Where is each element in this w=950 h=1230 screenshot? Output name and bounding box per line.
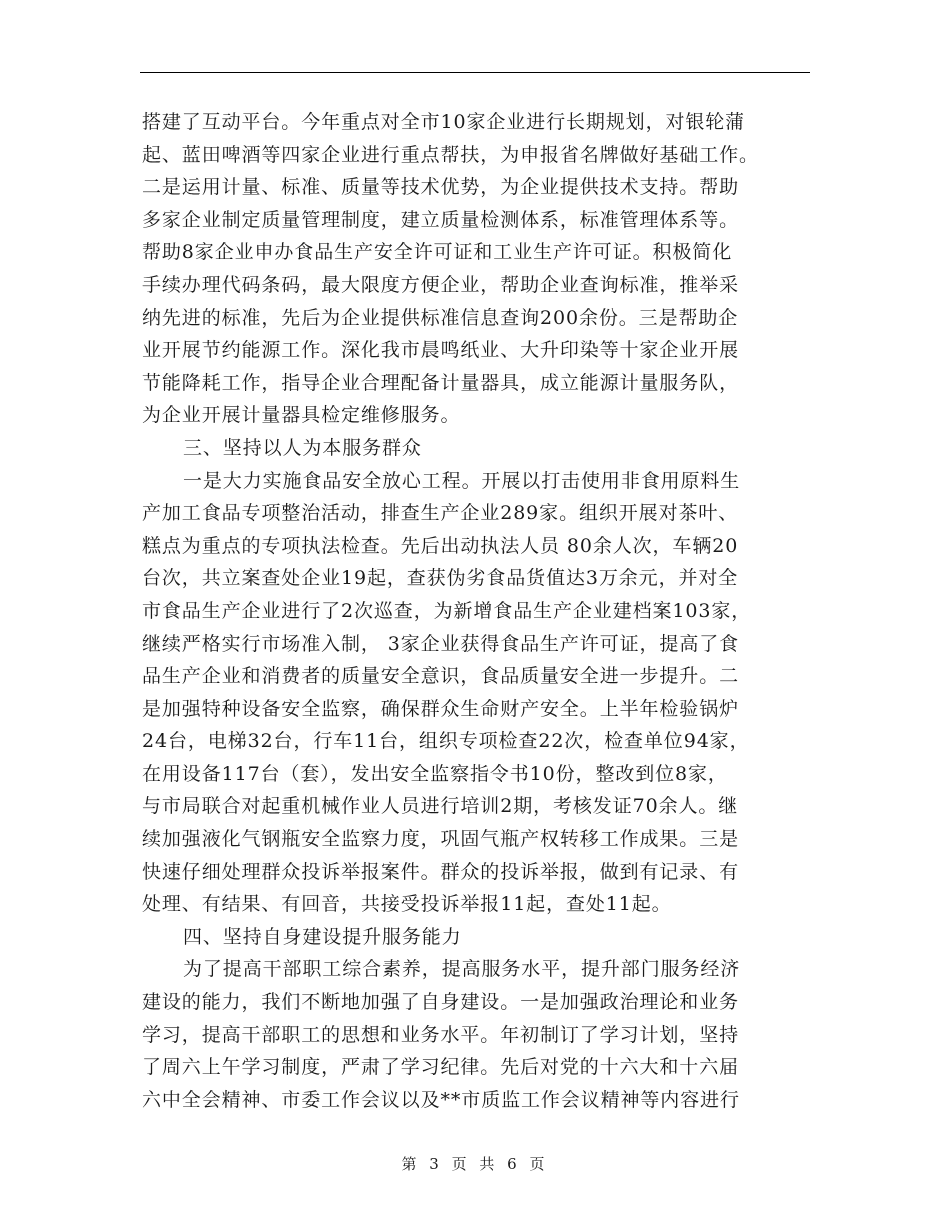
text-line: 处理、有结果、有回音，共接受投诉举报11起，查处11起。 xyxy=(142,893,672,916)
text-line: 搭建了互动平台。今年重点对全市10家企业进行长期规划，对银轮蒲 xyxy=(142,111,746,133)
text-line: 节能降耗工作，指导企业合理配备计量器具，成立能源计量服务队， xyxy=(142,371,740,394)
text-line: 了周六上午学习制度，严肃了学习纪律。先后对党的十六大和十六届 xyxy=(142,1056,740,1079)
text-line: 台次，共立案查处企业19起，查获伪劣食品货值达3万余元，并对全 xyxy=(142,567,739,590)
text-line: 建设的能力，我们不断地加强了自身建设。一是加强政治理论和业务 xyxy=(142,991,740,1014)
paragraph-start-line: 为了提高干部职工综合素养，提高服务水平，提升部门服务经济 xyxy=(183,958,741,981)
text-line: 纳先进的标准，先后为企业提供标准信息查询200余份。三是帮助企 xyxy=(142,306,739,329)
text-line: 在用设备117台（套），发出安全监察指令书10份，整改到位8家， xyxy=(142,762,728,785)
text-line: 市食品生产企业进行了2次巡查，为新增食品生产企业建档案103家， xyxy=(142,599,752,622)
text-line: 多家企业制定质量管理制度，建立质量检测体系，标准管理体系等。 xyxy=(142,208,740,231)
page-number-footer: 第 3 页 共 6 页 xyxy=(401,1155,549,1173)
text-line: 是加强特种设备安全监察，确保群众生命财产安全。上半年检验锅炉 xyxy=(142,697,740,720)
text-line: 学习，提高干部职工的思想和业务水平。年初制订了学习计划，坚持 xyxy=(142,1023,740,1046)
text-line: 续加强液化气钢瓶安全监察力度，巩固气瓶产权转移工作成果。三是 xyxy=(142,828,740,851)
paragraph-start-line: 一是大力实施食品安全放心工程。开展以打击使用非食用原料生 xyxy=(183,469,741,492)
text-line: 业开展节约能源工作。深化我市晨鸣纸业、大升印染等十家企业开展 xyxy=(142,339,740,362)
text-line: 品生产企业和消费者的质量安全意识，食品质量安全进一步提升。二 xyxy=(142,665,740,688)
text-line: 24台，电梯32台，行车11台，组织专项检查22次，检查单位94家， xyxy=(142,730,750,753)
text-line: 二是运用计量、标准、质量等技术优势，为企业提供技术支持。帮助 xyxy=(142,176,740,199)
document-body xyxy=(142,106,802,1116)
text-line: 糕点为重点的专项执法检查。先后出动执法人员 80余人次，车辆20 xyxy=(142,534,739,557)
section-heading: 四、坚持自身建设提升服务能力 xyxy=(183,925,462,948)
text-line: 与市局联合对起重机械作业人员进行培训2期，考核发证70余人。继 xyxy=(142,795,739,818)
header-rule xyxy=(140,72,810,73)
section-heading: 三、坚持以人为本服务群众 xyxy=(183,436,422,459)
text-line: 起、蓝田啤酒等四家企业进行重点帮扶，为申报省名牌做好基础工作。 xyxy=(142,143,759,166)
text-line: 六中全会精神、市委工作会议以及**市质监工作会议精神等内容进行 xyxy=(142,1088,740,1111)
text-line: 产加工食品专项整治活动，排查生产企业289家。组织开展对茶叶、 xyxy=(142,502,739,525)
text-line: 继续严格实行市场准入制， 3家企业获得食品生产许可证，提高了食 xyxy=(142,632,740,655)
text-line: 快速仔细处理群众投诉举报案件。群众的投诉举报，做到有记录、有 xyxy=(142,860,740,883)
text-line: 手续办理代码条码，最大限度方便企业，帮助企业查询标准，推举采 xyxy=(142,273,740,296)
text-line: 帮助8家企业申办食品生产安全许可证和工业生产许可证。积极简化 xyxy=(142,241,733,264)
text-line: 为企业开展计量器具检定维修服务。 xyxy=(142,404,461,427)
